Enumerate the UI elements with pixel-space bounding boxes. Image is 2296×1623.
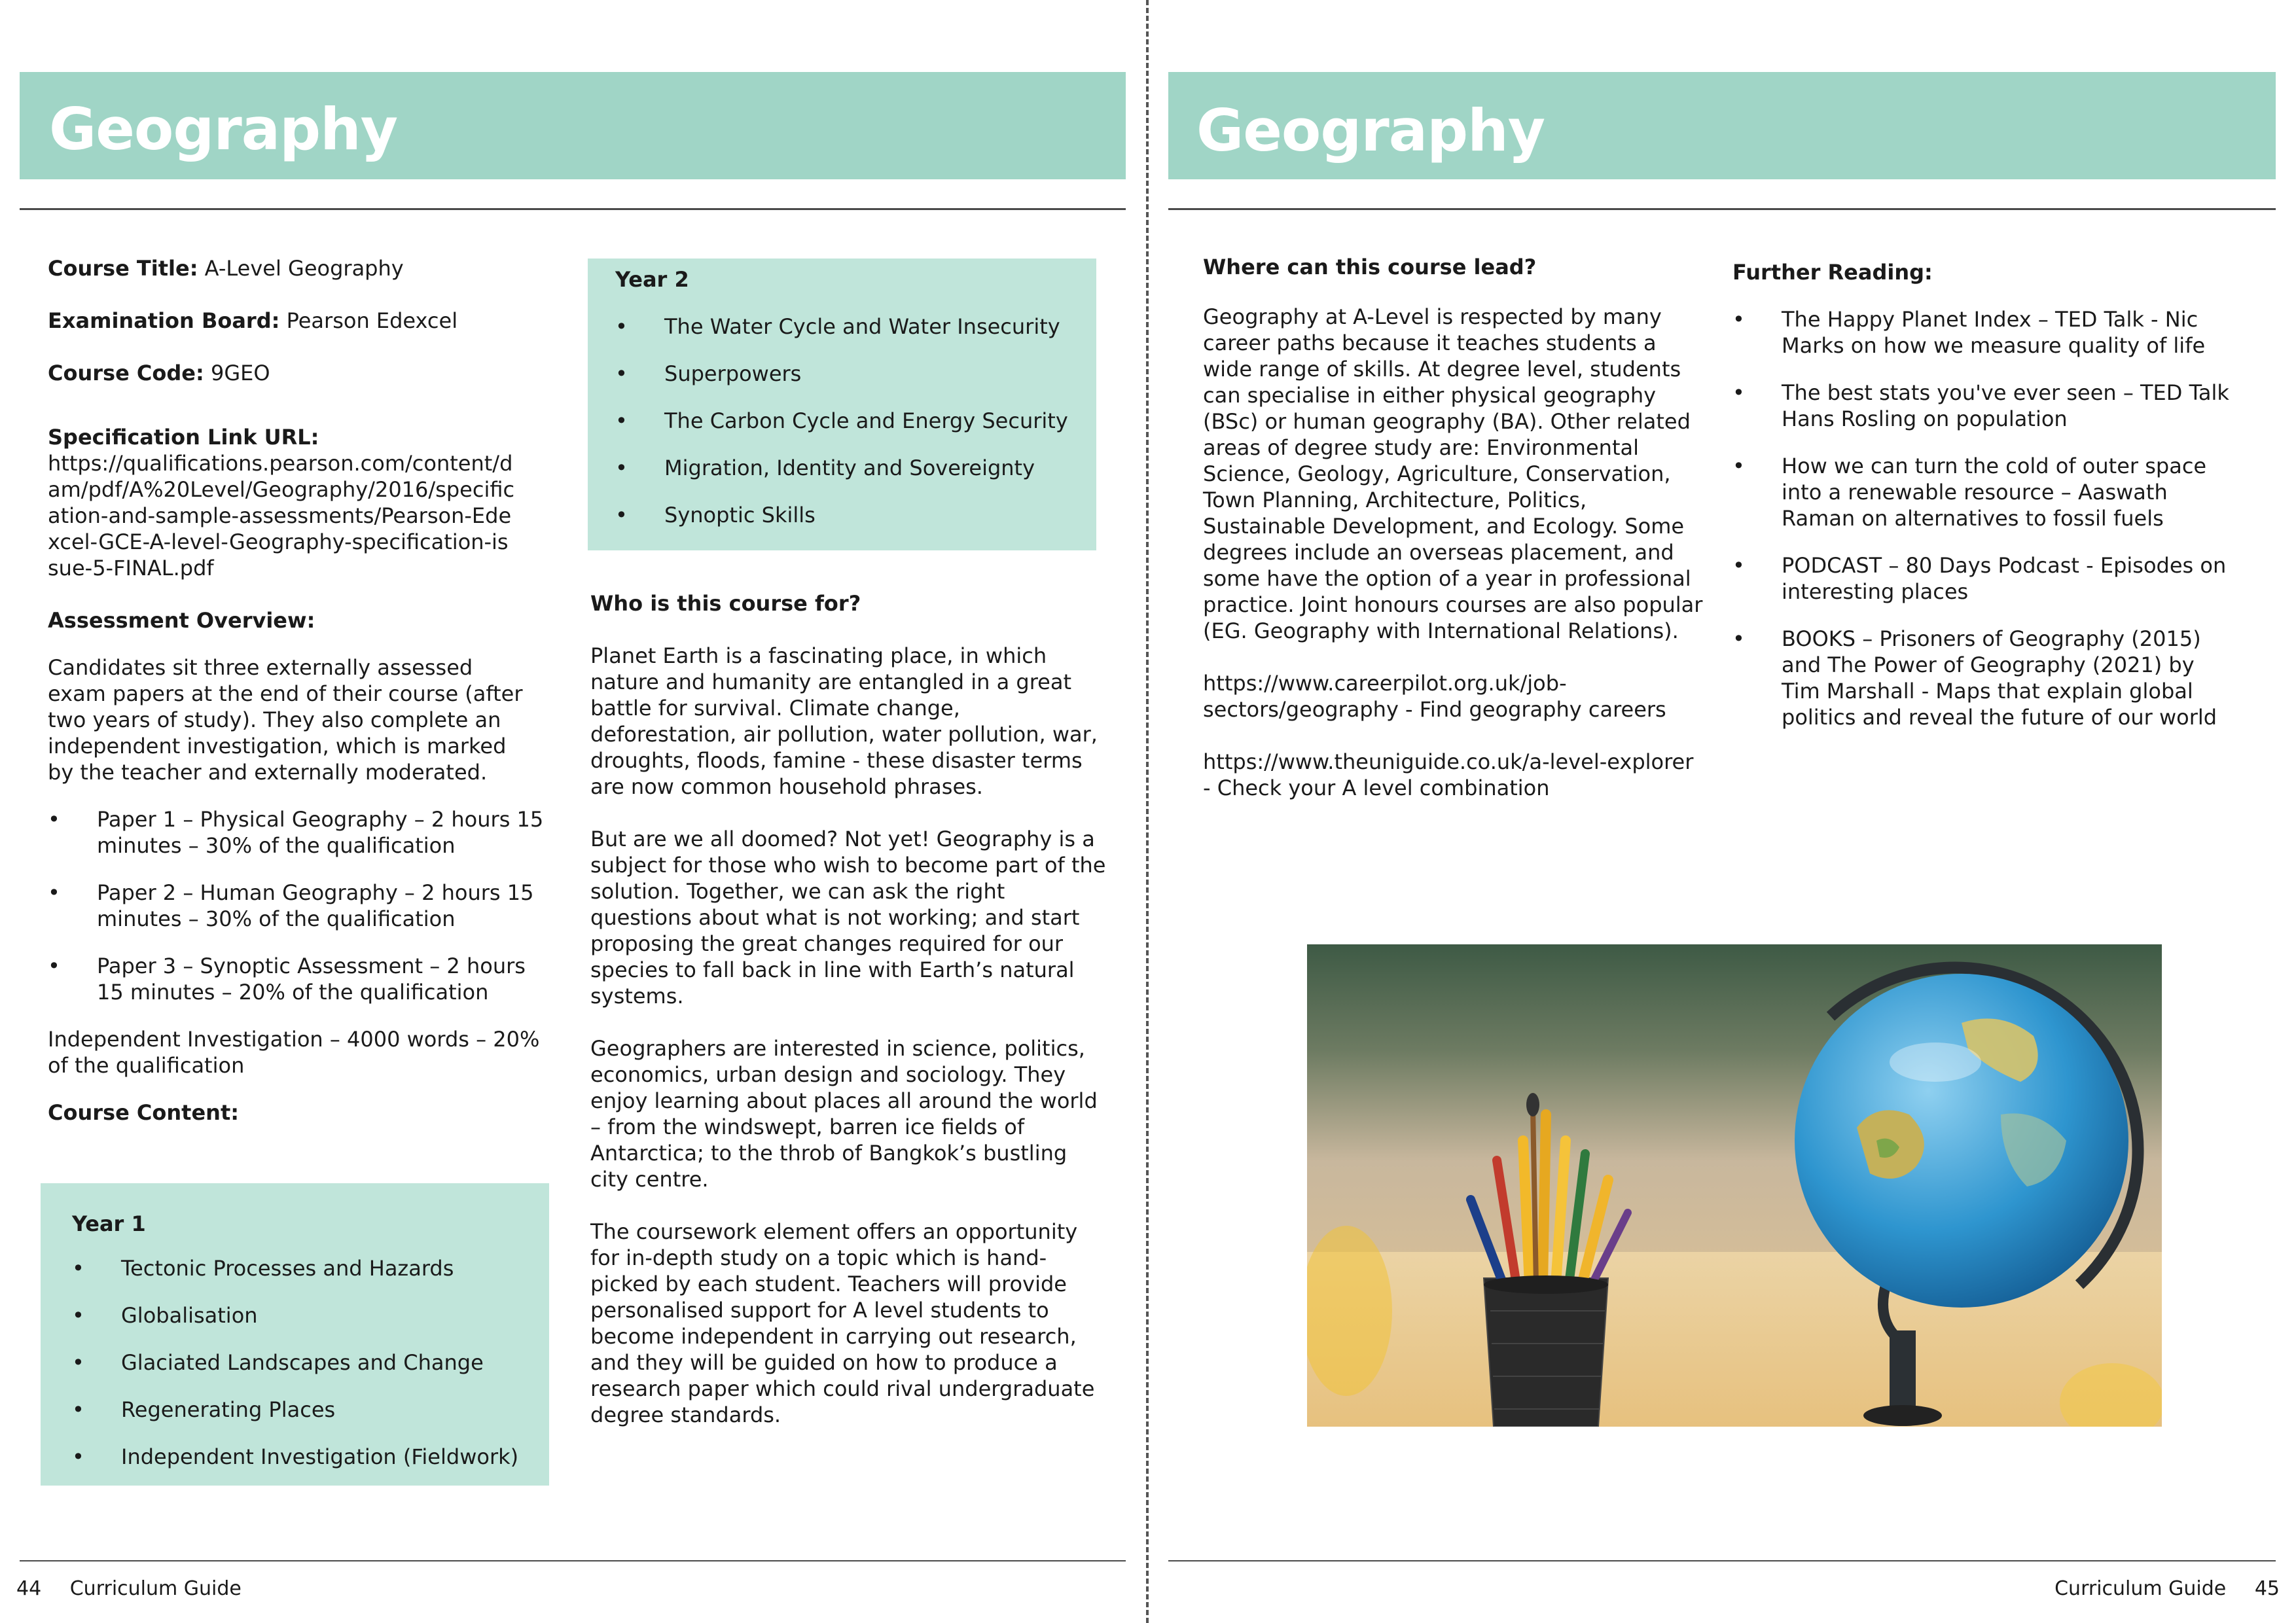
right-page-title: Geography [1196, 97, 1545, 164]
course-content-heading: Course Content: [48, 1100, 240, 1125]
right-footer-rule [1168, 1560, 2276, 1561]
left-footer-rule [20, 1560, 1126, 1561]
left-footer [16, 1577, 242, 1601]
year-2-box [588, 259, 1096, 550]
assessment-overview-heading: Assessment Overview: [48, 608, 315, 633]
career-heading: Where can this course lead? [1203, 255, 1537, 279]
page-fold-divider [1146, 0, 1149, 1623]
further-reading-column [1732, 259, 2230, 751]
papers-list [48, 806, 545, 1005]
footer-label: Curriculum Guide [69, 1577, 242, 1600]
further-reading-list [1732, 306, 2230, 730]
who-heading: Who is this course for? [590, 591, 861, 616]
list-item: • Regenerating Places [72, 1397, 530, 1423]
who-paragraph: The coursework element offers an opportunity for in-depth study on a topic which is hand-picked by each student. Teachers will provide personalised support for A level students to become independent in carrying out research, and they will be guided on how to produce a research paper which could rival undergraduate degree standards. [590, 1219, 1095, 1427]
globe-and-pencils-photo [1307, 944, 2162, 1427]
list-item: • Paper 1 – Physical Geography – 2 hours 15 minutes – 30% of the qualification [48, 806, 545, 859]
list-item: • PODCAST – 80 Days Podcast - Episodes on interesting places [1732, 552, 2230, 605]
course-title-label: Course Title: [48, 256, 198, 281]
course-title-line [48, 255, 545, 281]
footer-label: Curriculum Guide [2054, 1577, 2227, 1600]
year-1-topics [72, 1255, 530, 1470]
exam-board-label: Examination Board: [48, 308, 280, 333]
list-item: • The Water Cycle and Water Insecurity [615, 313, 1086, 340]
list-item: • Superpowers [615, 361, 1086, 387]
course-code-value: 9GEO [210, 361, 270, 385]
list-item: • BOOKS – Prisoners of Geography (2015) and The Power of Geography (2021) by Tim Marshall - Maps that explain global politics and reveal the future of our world [1732, 626, 2230, 730]
careerpilot-link[interactable]: https://www.careerpilot.org.uk/job-sectors/geography - Find geography careers [1203, 671, 1666, 722]
right-footer [2054, 1577, 2280, 1601]
list-item: • Globalisation [72, 1302, 530, 1329]
page-number: 44 [16, 1577, 42, 1600]
list-item: • How we can turn the cold of outer space into a renewable resource – Aaswath Raman on alternatives to fossil fuels [1732, 453, 2230, 531]
list-item: • The Happy Planet Index – TED Talk - Nic Marks on how we measure quality of life [1732, 306, 2230, 359]
career-column [1203, 254, 1707, 822]
uniguide-link[interactable]: https://www.theuniguide.co.uk/a-level-explorer - Check your A level combination [1203, 749, 1694, 800]
list-item: • The best stats you've ever seen – TED Talk Hans Rosling on population [1732, 380, 2230, 432]
page-number: 45 [2254, 1577, 2280, 1600]
year-2-heading: Year 2 [615, 267, 689, 292]
assessment-intro: Candidates sit three externally assessed exam papers at the end of their course (after two years of study). They also complete an independent investigation, which is marked by the teacher and externally moderated. [48, 655, 523, 785]
exam-board-value: Pearson Edexcel [286, 308, 458, 333]
left-page-title: Geography [49, 96, 398, 163]
who-paragraph: But are we all doomed? Not yet! Geography is a subject for those who wish to become part of the solution. Together, we can ask the right questions about what is not working; and start proposing the great changes required for our species to fall back in line with Earth’s natural systems. [590, 827, 1106, 1008]
who-paragraph: Geographers are interested in science, politics, economics, urban design and sociology. They enjoy learning about places all around the world – from the windswept, barren ice fields of Antarctica; to the throb of Bangkok’s bustling city centre. [590, 1036, 1098, 1192]
list-item: • The Carbon Cycle and Energy Security [615, 408, 1086, 434]
who-is-it-for-column [590, 590, 1107, 1449]
list-item: • Paper 2 – Human Geography – 2 hours 15 minutes – 30% of the qualification [48, 880, 545, 932]
list-item: • Paper 3 – Synoptic Assessment – 2 hours 15 minutes – 20% of the qualification [48, 953, 545, 1005]
year-2-topics [615, 313, 1086, 528]
spec-link-label: Specification Link URL: [48, 425, 319, 450]
year-1-heading: Year 1 [72, 1211, 146, 1236]
list-item: • Migration, Identity and Sovereignty [615, 455, 1086, 481]
list-item: • Synoptic Skills [615, 502, 1086, 528]
career-paragraph: Geography at A-Level is respected by many career paths because it teaches students a wide range of skills. At degree level, students can specialise in either physical geography (BSc) or human geography (BA). Other related areas of degree study are: Environmental Science, Geology, Agriculture, Conservation, Town Planning, Architecture, Politics, Sustainable Development, and Ecology. Some degrees include an overseas placement, and some have the option of a year in professional practice. Joint honours courses are also popular (EG. Geography with International Relations). [1203, 304, 1703, 643]
right-header-rule [1168, 208, 2276, 210]
left-title-banner [20, 72, 1126, 179]
list-item: • Independent Investigation (Fieldwork) [72, 1444, 530, 1470]
course-code-line [48, 360, 545, 386]
spec-link-url[interactable]: https://qualifications.pearson.com/content/dam/pdf/A%20Level/Geography/2016/specification-and-sample-assessments/Pearson-Edexcel-GCE-A-level-Geography-specification-issue-5-FINAL.pdf [48, 451, 515, 580]
course-info-column [48, 255, 545, 1147]
further-reading-heading: Further Reading: [1732, 260, 1933, 285]
course-code-label: Course Code: [48, 361, 204, 385]
spec-block [48, 424, 545, 581]
left-header-rule [20, 208, 1126, 210]
right-title-banner [1168, 72, 2276, 179]
independent-investigation-line: Independent Investigation – 4000 words – 20% of the qualification [48, 1027, 540, 1078]
course-title-value: A-Level Geography [204, 256, 404, 281]
who-paragraph: Planet Earth is a fascinating place, in which nature and humanity are entangled in a great battle for survival. Climate change, deforestation, air pollution, water pollution, war, droughts, floods, famine - these disaster terms are now common household phrases. [590, 643, 1098, 799]
year-1-box [41, 1183, 549, 1486]
list-item: • Glaciated Landscapes and Change [72, 1349, 530, 1376]
list-item: • Tectonic Processes and Hazards [72, 1255, 530, 1281]
exam-board-line [48, 308, 545, 334]
